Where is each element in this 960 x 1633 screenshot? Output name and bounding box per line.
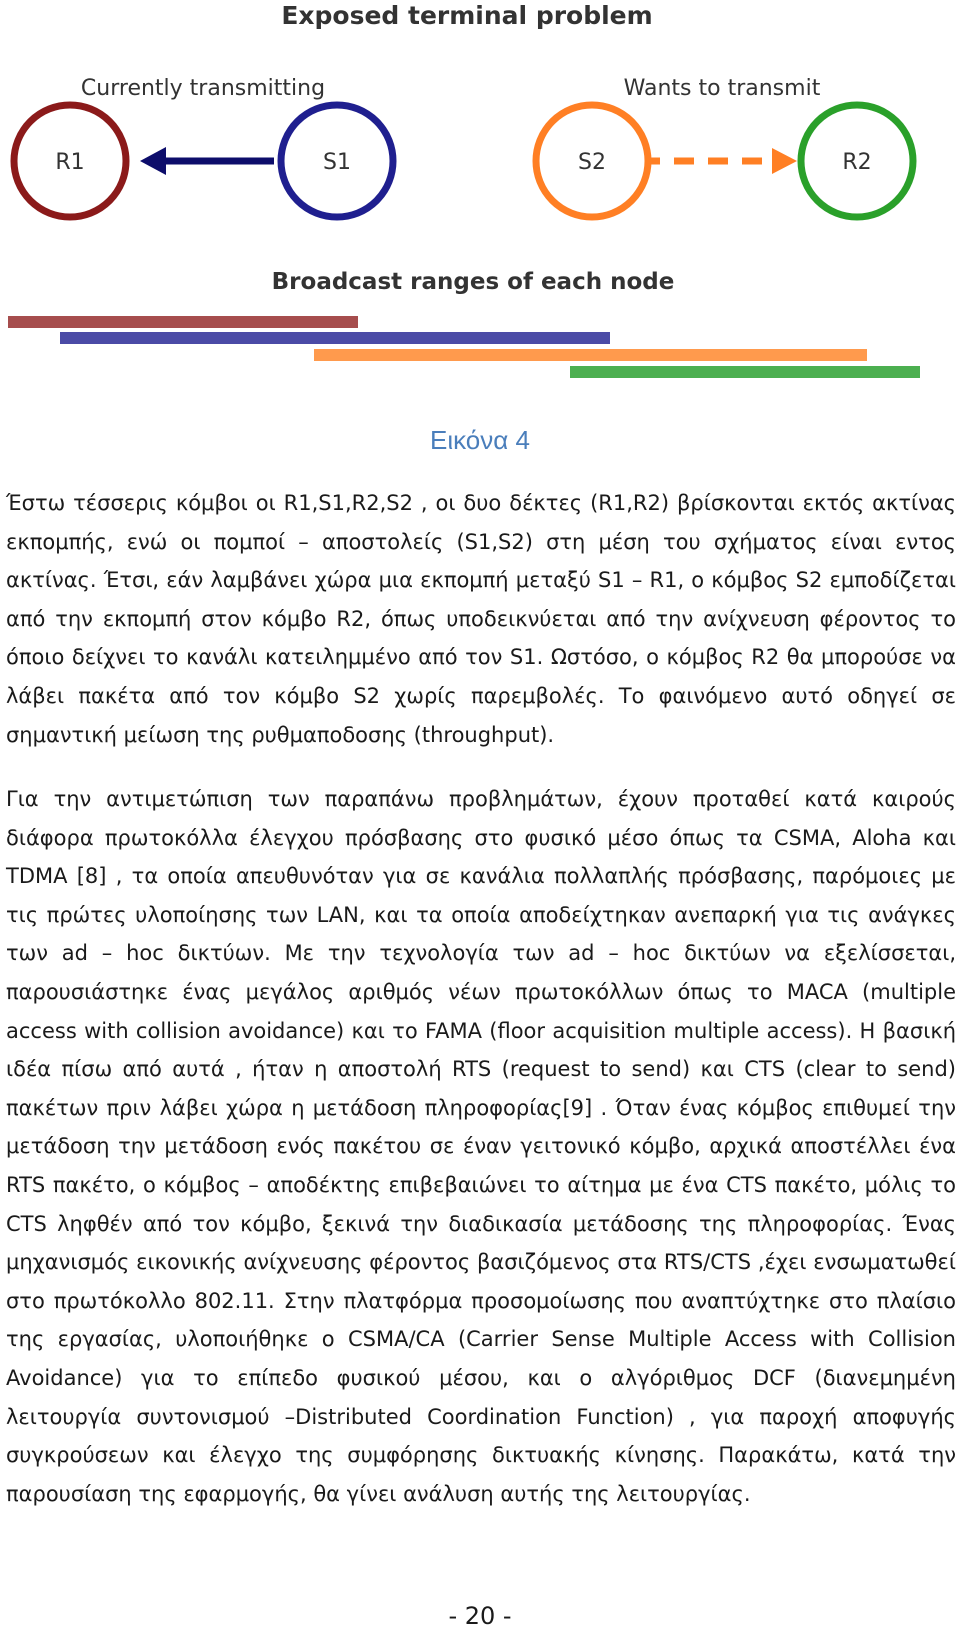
range-bar-r1 (8, 316, 358, 328)
node-s1-label: S1 (323, 150, 351, 175)
ranges-title: Broadcast ranges of each node (271, 269, 675, 295)
figure-caption: Εικόνα 4 (430, 425, 530, 455)
wants-arrow-head (772, 148, 797, 174)
node-r1-label: R1 (55, 150, 85, 175)
node-r2-label: R2 (842, 150, 872, 175)
right-label: Wants to transmit (623, 76, 821, 101)
node-r2 (801, 105, 913, 217)
node-s1 (281, 105, 393, 217)
node-r1 (14, 105, 126, 217)
range-bar-s2 (314, 349, 867, 361)
figure-title: Exposed terminal problem (281, 1, 653, 30)
node-s2 (536, 105, 648, 217)
paragraph-exposed-terminal: Έστω τέσσερις κόμβοι οι R1,S1,R2,S2 , οι δυο δέκτες (R1,R2) βρίσκονται εκτός ακτίνας εκπομπής, ενώ οι πομποί – αποστολείς (S1,S2) στη μέση του σχήματος είναι εντος ακτίνας. Έτσι, εάν λαμβάνει χώρα μια εκπομπή μεταξύ S1 – R1, ο κόμβος S2 εμποδίζεται από την εκπομπή στον κόμβο R2, όπως υποδεικνύεται από την ανίχνευση φέροντος το όποιο δείχνει το κανάλι κατειλημμένο από τον S1. Ωστόσο, ο κόμβος R2 θα μπορούσε να λάβει πακέτα από τον κόμβο S2 χωρίς παρεμβολές. Το φαινόμενο αυτό οδηγεί σε σημαντική μείωση της ρυθμαποδοσης (throughput). (6, 491, 956, 747)
range-bar-s1 (60, 332, 610, 344)
exposed-terminal-figure (0, 0, 960, 420)
range-bar-r2 (570, 366, 920, 378)
left-label: Currently transmitting (80, 76, 326, 101)
paragraph-protocols: Για την αντιμετώπιση των παραπάνω προβλημάτων, έχουν προταθεί κατά καιρούς διάφορα πρωτοκόλλα έλεγχου πρόσβασης στο φυσικό μέσο όπως τα CSMA, Aloha και TDMA [8] , τα οποία απευθυνόταν για σε κανάλια πολλαπλής πρόσβασης, παρόμοιες με τις πρώτες υλοποίησης των LAN, και τα οποία αποδείχτηκαν ανεπαρκή για τις ανάγκες των ad – hoc δικτύων. Με την τεχνολογία των ad – hoc δικτύων να εξελίσσεται, παρουσιάστηκε ένας μεγάλος αριθμός νέων πρωτοκόλλων όπως το MACA (multiple access with collision avoidance) και το FAMA (floor acquisition multiple access). Η βασική ιδέα πίσω από αυτά , ήταν η αποστολή RTS (request to send) και CTS (clear to send) πακέτων πριν λάβει χώρα η μετάδοση πληροφορίας[9] . Όταν ένας κόμβος επιθυμεί την μετάδοση την μετάδοση ενός πακέτου σε έναν γειτονικό κόμβο, αρχικά αποστέλλει ένα RTS πακέτο, ο κόμβος – αποδέκτης επιβεβαιώνει το αίτημα με ένα CTS πακέτο, μόλις το CTS ληφθέν από τον κόμβο, ξεκινά την διαδικασία μετάδοσης της πληροφορίας. Ένας μηχανισμός εικονικής ανίχνευσης φέροντος βασιζόμενος στα RTS/CTS ,έχει ενσωματωθεί στο πρωτόκολλο 802.11. Στην πλατφόρμα προσομοίωσης που αναπτύχτηκε στο πλαίσιο της εργασίας, υλοποιήθηκε ο CSMA/CA (Carrier Sense Multiple Access with Collision Avoidance) για το επίπεδο φυσικού μέσου, και ο αλγόριθμος DCF (διανεμημένη λειτουργία συντονισμού –Distributed Coordination Function) , για παροχή αποφυγής συγκρούσεων και έλεγχο της συμφόρησης δικτυακής κίνησης. Παρακάτω, κατά την παρουσίαση της εφαρμογής, θα γίνει ανάλυση αυτής της λειτουργίας. (6, 787, 956, 1506)
transmit-arrow-head (140, 147, 166, 175)
page-number: - 20 - (448, 1602, 512, 1630)
node-s2-label: S2 (578, 150, 606, 175)
